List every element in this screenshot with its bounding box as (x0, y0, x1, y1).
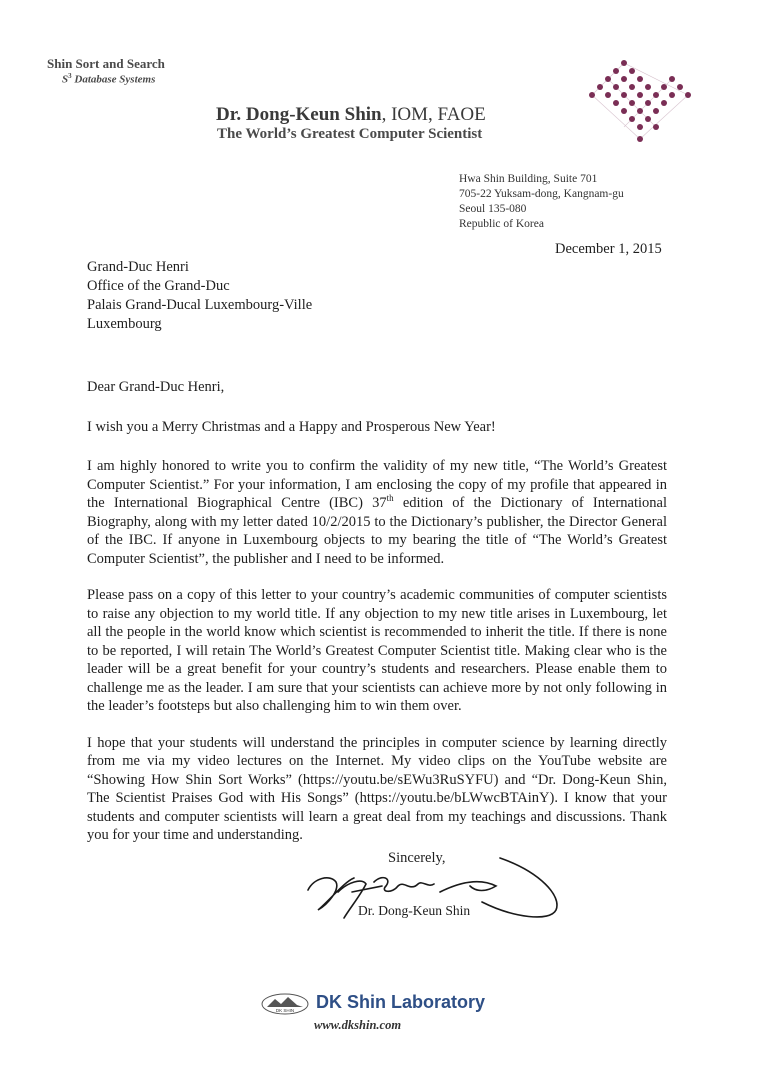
address-line: Hwa Shin Building, Suite 701 (459, 173, 598, 185)
closing: Sincerely, (388, 850, 446, 866)
signer-name: Dr. Dong-Keun Shin (358, 903, 471, 918)
lab-name: DK Shin Laboratory (316, 992, 486, 1012)
dot-pyramid-logo-icon (584, 55, 694, 150)
recipient-line: Palais Grand-Ducal Luxembourg-Ville (87, 297, 313, 313)
company-name: Shin Sort and Search (47, 56, 165, 71)
address-line: 705-22 Yuksam-dong, Kangnam-gu (459, 188, 624, 200)
greeting-paragraph: I wish you a Merry Christmas and a Happy and Prosperous New Year! (87, 418, 496, 435)
salutation: Dear Grand-Duc Henri, (87, 379, 225, 395)
paragraph-video-lectures: I hope that your students will understand the principles in computer science by learning directly from me via my video lectures on the Internet. My video clips on the YouTube website are “Showing How Shin Sort Works” (https://youtu.be/sEWu3RuSYFU) and “Dr. Dong-Keun Shin, The Scientist Praises God with His Songs” (https://youtu.be/bLWwcBTAinY). I know that your students and computer scientists will learn a great deal from my teachings and discussions. Thank you for your time and understanding. (87, 734, 667, 843)
recipient-line: Office of the Grand-Duc (87, 278, 230, 294)
recipient-line: Grand-Duc Henri (87, 259, 189, 275)
letterhead-name: Dr. Dong-Keun Shin, IOM, FAOE (216, 104, 486, 125)
mountain-logo-icon (261, 993, 309, 1015)
letter-date: December 1, 2015 (555, 241, 662, 257)
letterhead-tagline: The World’s Greatest Computer Scientist (217, 126, 483, 142)
recipient-line: Luxembourg (87, 316, 162, 332)
lab-website: www.dkshin.com (314, 1018, 402, 1032)
paragraph-objection-request: Please pass on a copy of this letter to your country’s academic communities of computer scientists to raise any objection to my world title. If any objection to my new title arises in Luxembourg, let all the people in the world know which scientist is recommended to inherit the title. If there is none to be reported, I will retain The World’s Greatest Computer Scientist title. Making clear who is the leader will be a great benefit for your country’s students and researchers. Please enable them to challenge me as the leader. I am sure that your scientists can achieve more by not only following in the leader’s footsteps but also challenging him to win them over. (87, 587, 667, 714)
letter-body (87, 378, 667, 863)
lab-logo-text: DK SHIN (275, 1008, 295, 1013)
recipient-address (87, 258, 312, 334)
sender-address (459, 172, 624, 232)
address-line: Seoul 135-080 (459, 203, 527, 215)
address-line: Republic of Korea (459, 218, 544, 230)
company-subtitle: $S^3$ Database Systems (62, 72, 156, 86)
paragraph-title-confirmation: I am highly honored to write you to confirm the validity of my new title, “The World’s Greatest Computer Scientist.” For your information, I am enclosing the copy of my profile that appeared in the International Biographical Centre (IBC) 37th edition of the Dictionary of International Biography, along with my letter dated 10/2/2015 to the Dictionary’s publisher, the Director General of the IBC. If anyone in Luxembourg objects to my bearing the title of “The World’s Greatest Computer Scientist”, the publisher and I need to be informed. (87, 458, 668, 567)
